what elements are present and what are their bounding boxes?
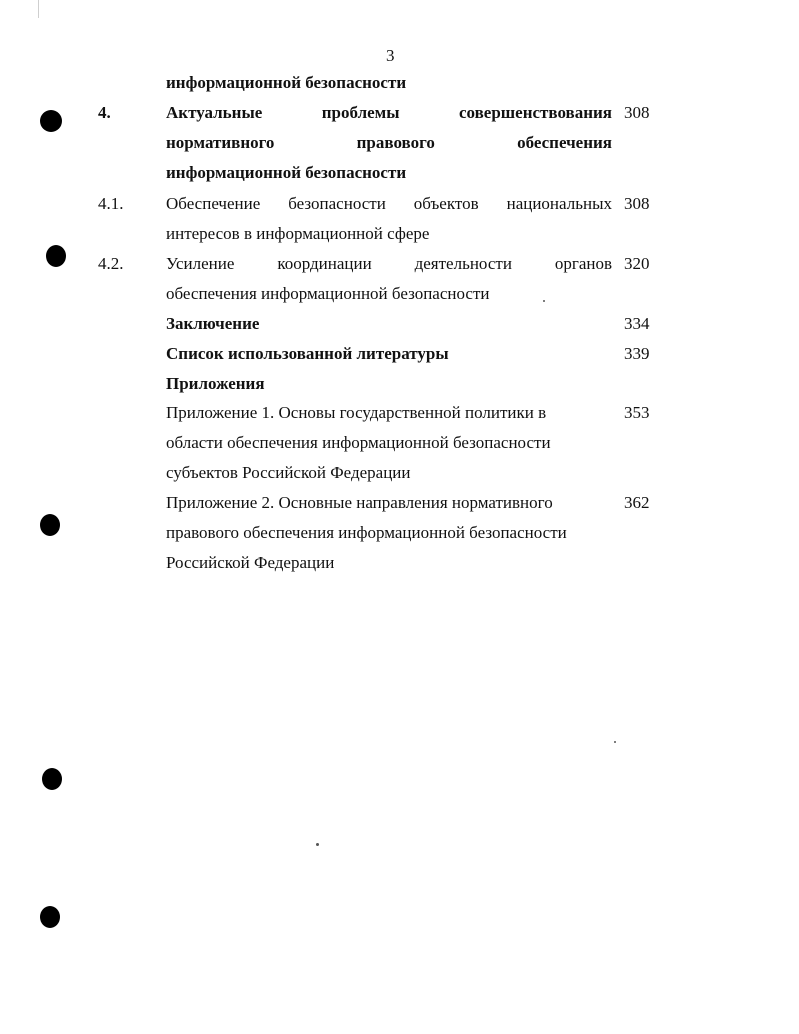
toc-entry-bibliography bbox=[0, 339, 799, 369]
section-page: 320 bbox=[624, 254, 650, 273]
punch-hole-mark bbox=[40, 906, 60, 928]
toc-continuation-text: информационной безопасности bbox=[166, 73, 407, 92]
toc-line bbox=[0, 128, 799, 158]
toc-line bbox=[0, 219, 799, 249]
punch-hole-mark bbox=[42, 768, 62, 790]
section-page: 308 bbox=[624, 103, 650, 122]
appendix-title-line: субъектов Российской Федерации bbox=[166, 463, 411, 482]
toc-line bbox=[0, 249, 799, 279]
toc-entry-conclusion bbox=[0, 309, 799, 339]
appendix-title-line: Российской Федерации bbox=[166, 553, 335, 572]
scan-speck bbox=[316, 843, 319, 846]
scan-edge-mark bbox=[38, 0, 39, 18]
toc-line bbox=[0, 428, 799, 458]
appendices-label: Приложения bbox=[166, 374, 265, 393]
bibliography-label: Список использованной литературы bbox=[166, 344, 449, 363]
section-number: 4.1. bbox=[98, 194, 124, 213]
section-title-line: Актуальные проблемы совершенствования bbox=[166, 103, 612, 122]
section-number: 4.2. bbox=[98, 254, 124, 273]
appendix-title-line: Приложение 1. Основы государственной политики в bbox=[166, 403, 547, 422]
toc-line bbox=[0, 279, 799, 309]
appendix-page: 353 bbox=[624, 403, 650, 422]
section-number: 4. bbox=[98, 103, 111, 122]
appendix-title-line: Приложение 2. Основные направления нормативного bbox=[166, 493, 553, 512]
section-title-line: обеспечения информационной безопасности bbox=[166, 284, 490, 303]
section-title-line: информационной безопасности bbox=[166, 163, 407, 182]
bibliography-page: 339 bbox=[624, 344, 650, 363]
toc-continuation-line bbox=[0, 68, 799, 98]
toc-line bbox=[0, 398, 799, 428]
section-page: 308 bbox=[624, 194, 650, 213]
toc-line bbox=[0, 158, 799, 188]
section-title-line: Обеспечение безопасности объектов национальных bbox=[166, 194, 612, 213]
toc-line bbox=[0, 189, 799, 219]
toc-line bbox=[0, 548, 799, 578]
toc-line bbox=[0, 488, 799, 518]
scan-speck bbox=[614, 741, 616, 743]
toc-line bbox=[0, 98, 799, 128]
section-title-line: Усиление координации деятельности органов bbox=[166, 254, 612, 273]
toc-line bbox=[0, 458, 799, 488]
toc-entry-appendices bbox=[0, 369, 799, 399]
section-title-line: нормативного правового обеспечения bbox=[166, 133, 612, 152]
toc-line bbox=[0, 518, 799, 548]
appendix-page: 362 bbox=[624, 493, 650, 512]
appendix-title-line: области обеспечения информационной безопасности bbox=[166, 433, 551, 452]
section-title-line: интересов в информационной сфере bbox=[166, 224, 430, 243]
conclusion-page: 334 bbox=[624, 314, 650, 333]
conclusion-label: Заключение bbox=[166, 314, 260, 333]
appendix-title-line: правового обеспечения информационной безопасности bbox=[166, 523, 567, 542]
page-number: 3 bbox=[386, 46, 395, 65]
